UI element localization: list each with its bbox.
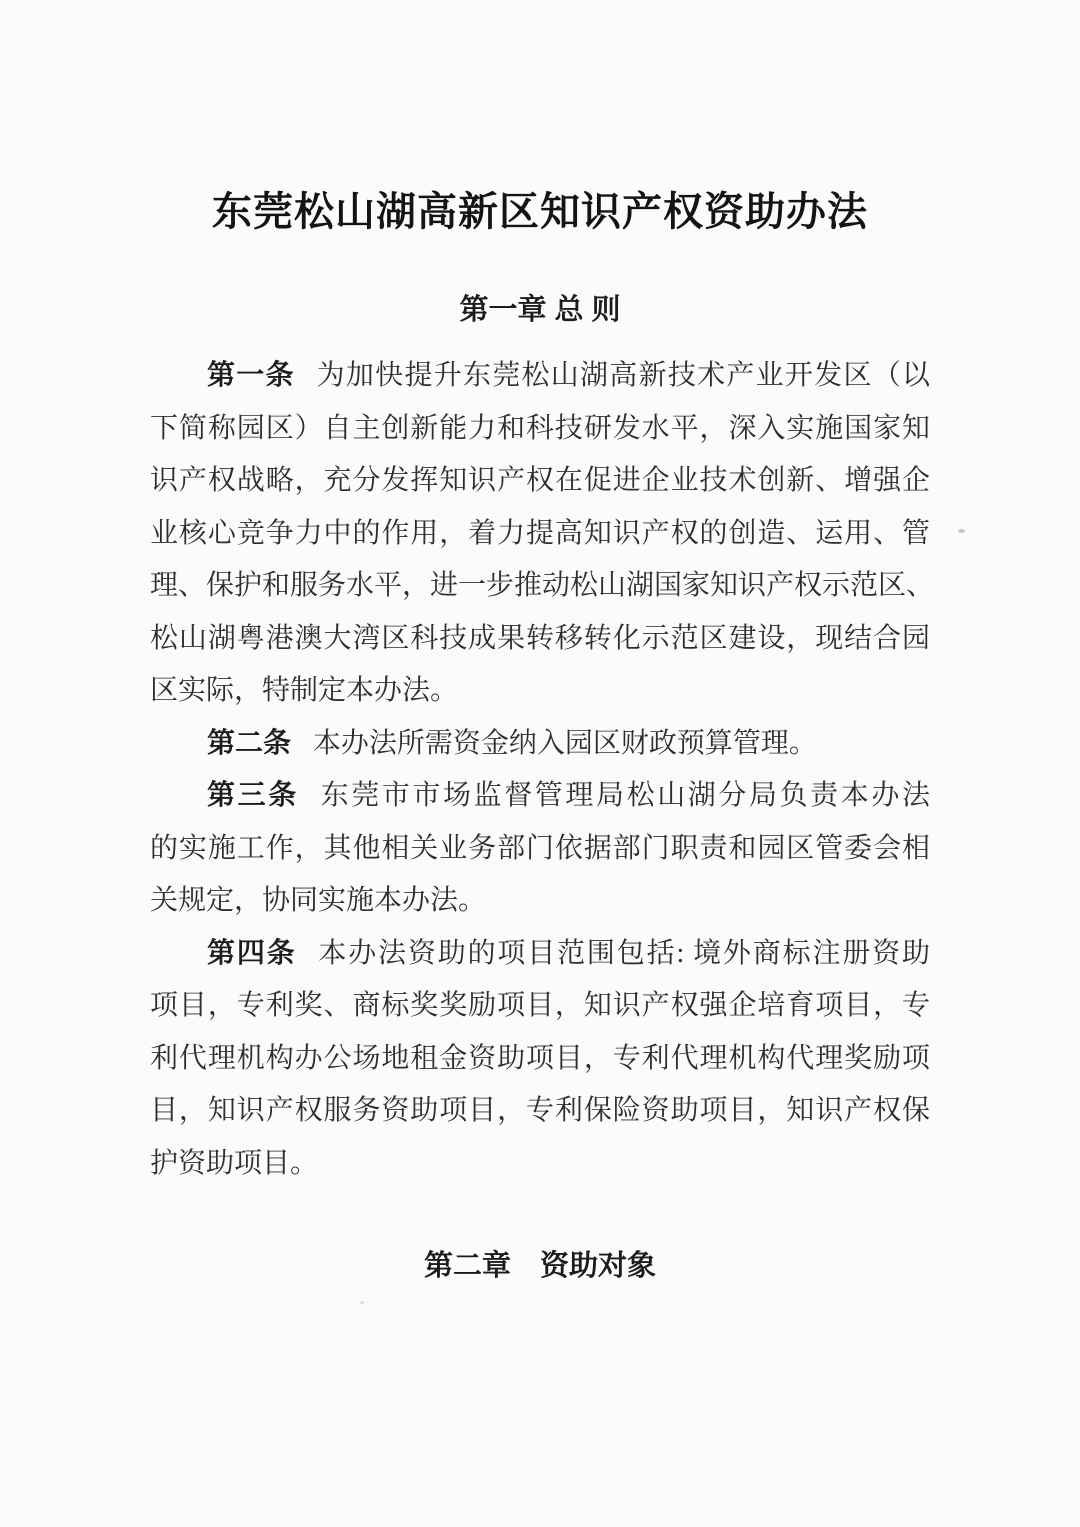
article-line: 识产权战略，充分发挥知识产权在促进企业技术创新、增强企: [150, 465, 930, 496]
article-line: 关规定，协同实施本办法。: [150, 885, 487, 916]
article-line: 的实施工作，其他相关业务部门依据部门职责和园区管委会相: [150, 832, 930, 864]
article-line: 利代理机构办公场地租金资助项目，专利代理机构代理奖励项: [150, 1042, 930, 1074]
article-1: [150, 350, 935, 718]
article-line: 护资助项目。: [150, 1147, 319, 1179]
article-2: [150, 718, 930, 771]
article-line: 理、保护和服务水平，进一步推动松山湖国家知识产权示范区、: [150, 570, 935, 601]
article-number-label: 第四条: [207, 937, 297, 969]
article-4: [150, 928, 930, 1191]
article-line: 项目，专利奖、商标奖奖励项目，知识产权强企培育项目，专: [150, 990, 930, 1021]
document-title: 东莞松山湖高新区知识产权资助办法: [212, 190, 868, 234]
article-line: [150, 770, 930, 823]
scan-noise-speck: [360, 1301, 364, 1304]
chapter-2-heading: 第二章 资助对象: [423, 1250, 656, 1282]
article-line: 业核心竞争力中的作用，着力提高知识产权的创造、运用、管: [150, 517, 930, 549]
document-body: [150, 350, 935, 1190]
article-text: 东莞市市场监督管理局松山湖分局负责本办法: [320, 780, 930, 811]
article-line: 松山湖粤港澳大湾区科技成果转移转化示范区建设，现结合园: [150, 622, 930, 654]
scan-noise-speck: [560, 308, 564, 312]
article-line: 区实际，特制定本办法。: [150, 675, 459, 706]
scan-noise-speck: [958, 529, 965, 533]
article-text: 本办法资助的项目范围包括: 境外商标注册资助: [318, 937, 930, 969]
article-line: [150, 350, 930, 403]
article-line: [150, 928, 930, 981]
article-line: 目，知识产权服务资助项目，专利保险资助项目，知识产权保: [150, 1095, 930, 1126]
article-number-label: 第三条: [207, 780, 299, 811]
article-3: [150, 770, 930, 928]
article-line: [150, 718, 930, 771]
article-text: 本办法所需资金纳入园区财政预算管理。: [312, 727, 817, 759]
article-number-label: 第一条: [207, 360, 295, 391]
chapter-1-heading: 第一章 总 则: [459, 294, 621, 326]
article-line: 下简称园区）自主创新能力和科技研发水平，深入实施国家知: [150, 412, 930, 444]
article-text: 为加快提升东莞松山湖高新技术产业开发区（以: [316, 360, 930, 391]
article-number-label: 第二条: [207, 727, 292, 759]
